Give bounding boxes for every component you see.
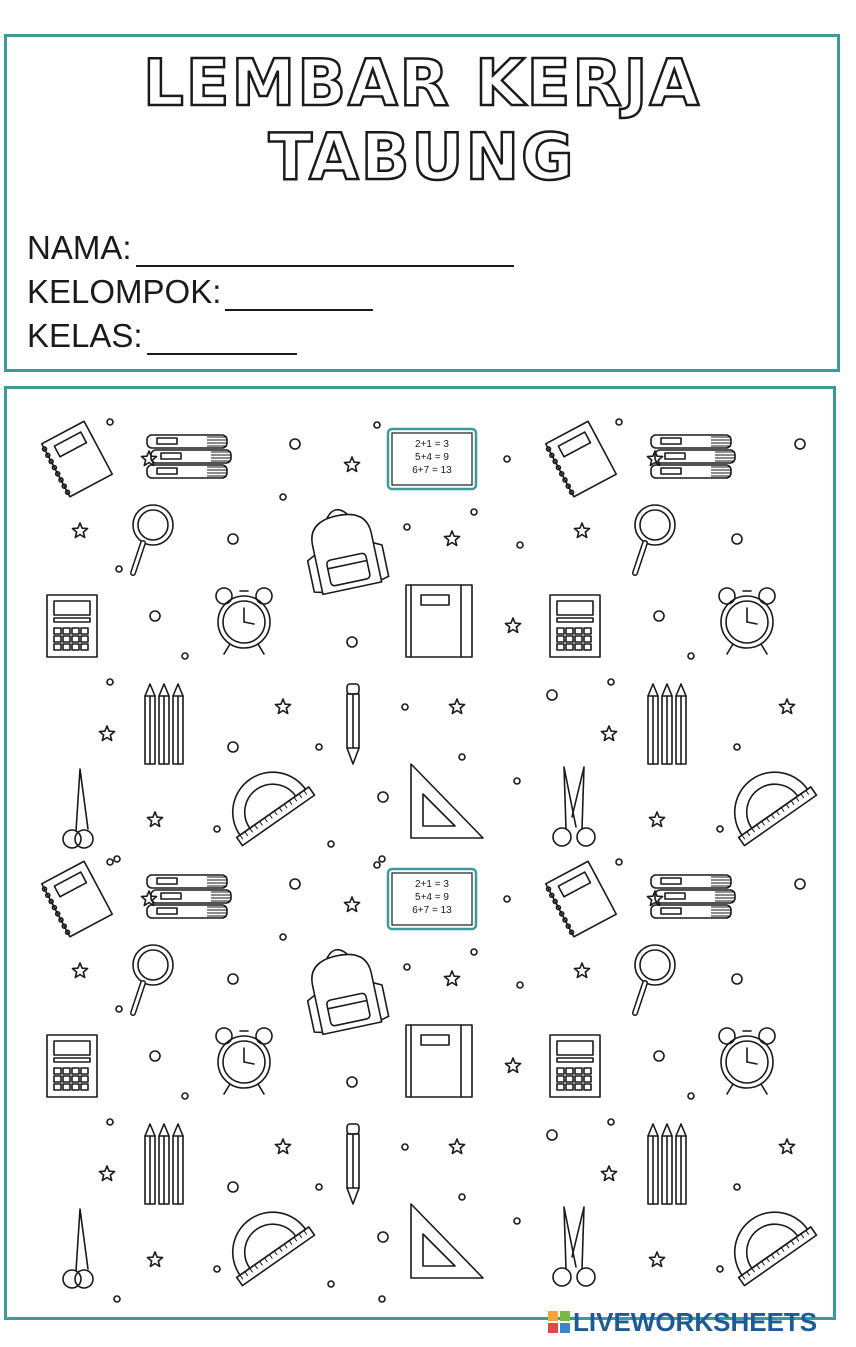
chalkboard-equation: 2+1 = 3: [415, 879, 449, 890]
circle-dot-icon: [402, 1144, 408, 1150]
liveworksheets-logo-icon: [548, 1311, 570, 1333]
magnifier-icon: [635, 945, 675, 1013]
circle-dot-icon: [379, 1296, 385, 1302]
circle-dot-icon: [114, 856, 120, 862]
circle-dot-icon: [734, 1184, 740, 1190]
star-icon: [649, 812, 664, 827]
circle-dot-icon: [228, 1182, 238, 1192]
kelas-input-line[interactable]: [147, 327, 297, 355]
chalkboard-equation: 5+4 = 9: [415, 892, 449, 903]
notebook-icon: [544, 861, 616, 937]
circle-dot-icon: [290, 439, 300, 449]
kelompok-label: KELOMPOK:: [27, 273, 222, 310]
star-icon: [444, 531, 459, 546]
magnifier-icon: [635, 505, 675, 573]
book-icon: [406, 585, 472, 657]
scissors-icon: [63, 1209, 93, 1288]
magnifier-icon: [133, 505, 173, 573]
liveworksheets-brand: [548, 1306, 817, 1338]
circle-dot-icon: [732, 534, 742, 544]
calculator-icon: [47, 1035, 97, 1097]
set-square-icon: [411, 1204, 483, 1278]
star-icon: [99, 726, 114, 741]
star-icon: [147, 812, 162, 827]
chalkboard-equation: 5+4 = 9: [415, 452, 449, 463]
circle-dot-icon: [280, 934, 286, 940]
protractor-icon: [214, 1194, 315, 1285]
set-square-icon: [411, 764, 483, 838]
kelompok-input-line[interactable]: [225, 283, 373, 311]
scissors-icon: [63, 769, 93, 848]
star-icon: [574, 963, 589, 978]
nama-field: [27, 229, 514, 267]
chalkboard-equation: 6+7 = 13: [412, 465, 452, 476]
circle-dot-icon: [378, 1232, 388, 1242]
star-icon: [779, 1139, 794, 1154]
calculator-icon: [550, 595, 600, 657]
scissors-icon: [553, 1207, 595, 1286]
liveworksheets-label: LIVEWORKSHEETS: [573, 1306, 818, 1337]
star-icon: [649, 1252, 664, 1267]
star-icon: [574, 523, 589, 538]
circle-dot-icon: [547, 690, 557, 700]
books-stack-icon: [147, 875, 231, 918]
circle-dot-icon: [150, 1051, 160, 1061]
kelas-label: KELAS:: [27, 317, 143, 354]
book-icon: [406, 1025, 472, 1097]
circle-dot-icon: [116, 566, 122, 572]
star-icon: [344, 897, 359, 912]
kelas-field: [27, 317, 297, 355]
pencil-icon: [347, 1124, 359, 1204]
books-stack-icon: [651, 875, 735, 918]
notebook-icon: [40, 861, 112, 937]
circle-dot-icon: [459, 1194, 465, 1200]
protractor-icon: [214, 754, 315, 845]
chalkboard-equation: 6+7 = 13: [412, 905, 452, 916]
books-stack-icon: [651, 435, 735, 478]
colored-pencils-icon: [145, 684, 183, 764]
alarm-clock-icon: [216, 588, 272, 654]
circle-dot-icon: [504, 896, 510, 902]
pencil-icon: [347, 684, 359, 764]
chalkboard-equation: 2+1 = 3: [415, 439, 449, 450]
worksheet-title: LEMBAR KERJA: [143, 47, 701, 121]
circle-dot-icon: [795, 439, 805, 449]
star-icon: [601, 1166, 616, 1181]
circle-dot-icon: [404, 524, 410, 530]
magnifier-icon: [133, 945, 173, 1013]
circle-dot-icon: [688, 653, 694, 659]
circle-dot-icon: [228, 534, 238, 544]
backpack-icon: [299, 502, 390, 596]
colored-pencils-icon: [145, 1124, 183, 1204]
star-icon: [779, 699, 794, 714]
circle-dot-icon: [514, 1218, 520, 1224]
circle-dot-icon: [517, 982, 523, 988]
circle-dot-icon: [328, 841, 334, 847]
star-icon: [72, 523, 87, 538]
star-icon: [505, 618, 520, 633]
circle-dot-icon: [116, 1006, 122, 1012]
circle-dot-icon: [379, 856, 385, 862]
circle-dot-icon: [654, 611, 664, 621]
circle-dot-icon: [316, 1184, 322, 1190]
star-icon: [505, 1058, 520, 1073]
notebook-icon: [544, 421, 616, 497]
circle-dot-icon: [107, 859, 113, 865]
alarm-clock-icon: [719, 588, 775, 654]
circle-dot-icon: [616, 859, 622, 865]
circle-dot-icon: [608, 1119, 614, 1125]
circle-dot-icon: [347, 1077, 357, 1087]
circle-dot-icon: [402, 704, 408, 710]
circle-dot-icon: [654, 1051, 664, 1061]
calculator-icon: [47, 595, 97, 657]
star-icon: [449, 1139, 464, 1154]
star-icon: [147, 1252, 162, 1267]
circle-dot-icon: [214, 826, 220, 832]
circle-dot-icon: [717, 826, 723, 832]
scissors-icon: [553, 767, 595, 846]
protractor-icon: [716, 754, 817, 845]
calculator-icon: [550, 1035, 600, 1097]
circle-dot-icon: [514, 778, 520, 784]
circle-dot-icon: [608, 679, 614, 685]
circle-dot-icon: [795, 879, 805, 889]
circle-dot-icon: [616, 419, 622, 425]
circle-dot-icon: [316, 744, 322, 750]
star-icon: [601, 726, 616, 741]
star-icon: [275, 1139, 290, 1154]
worksheet-subtitle: TABUNG: [268, 121, 576, 195]
circle-dot-icon: [228, 742, 238, 752]
protractor-icon: [716, 1194, 817, 1285]
circle-dot-icon: [374, 862, 380, 868]
circle-dot-icon: [471, 509, 477, 515]
circle-dot-icon: [290, 879, 300, 889]
circle-dot-icon: [280, 494, 286, 500]
circle-dot-icon: [717, 1266, 723, 1272]
circle-dot-icon: [471, 949, 477, 955]
notebook-icon: [40, 421, 112, 497]
kelompok-field: [27, 273, 373, 311]
circle-dot-icon: [517, 542, 523, 548]
star-icon: [449, 699, 464, 714]
circle-dot-icon: [107, 419, 113, 425]
nama-input-line[interactable]: [136, 239, 514, 267]
circle-dot-icon: [228, 974, 238, 984]
star-icon: [344, 457, 359, 472]
circle-dot-icon: [114, 1296, 120, 1302]
circle-dot-icon: [150, 611, 160, 621]
colored-pencils-icon: [648, 684, 686, 764]
circle-dot-icon: [214, 1266, 220, 1272]
circle-dot-icon: [107, 679, 113, 685]
alarm-clock-icon: [216, 1028, 272, 1094]
school-supplies-pattern: [7, 389, 833, 1317]
circle-dot-icon: [732, 974, 742, 984]
star-icon: [444, 971, 459, 986]
nama-label: NAMA:: [27, 229, 132, 266]
circle-dot-icon: [328, 1281, 334, 1287]
circle-dot-icon: [688, 1093, 694, 1099]
header-panel: [4, 34, 840, 372]
circle-dot-icon: [374, 422, 380, 428]
books-stack-icon: [147, 435, 231, 478]
circle-dot-icon: [459, 754, 465, 760]
circle-dot-icon: [107, 1119, 113, 1125]
circle-dot-icon: [404, 964, 410, 970]
circle-dot-icon: [182, 1093, 188, 1099]
star-icon: [72, 963, 87, 978]
circle-dot-icon: [504, 456, 510, 462]
circle-dot-icon: [182, 653, 188, 659]
circle-dot-icon: [347, 637, 357, 647]
backpack-icon: [299, 942, 390, 1036]
colored-pencils-icon: [648, 1124, 686, 1204]
circle-dot-icon: [378, 792, 388, 802]
star-icon: [99, 1166, 114, 1181]
alarm-clock-icon: [719, 1028, 775, 1094]
circle-dot-icon: [734, 744, 740, 750]
star-icon: [275, 699, 290, 714]
circle-dot-icon: [547, 1130, 557, 1140]
pattern-panel: [4, 386, 836, 1320]
